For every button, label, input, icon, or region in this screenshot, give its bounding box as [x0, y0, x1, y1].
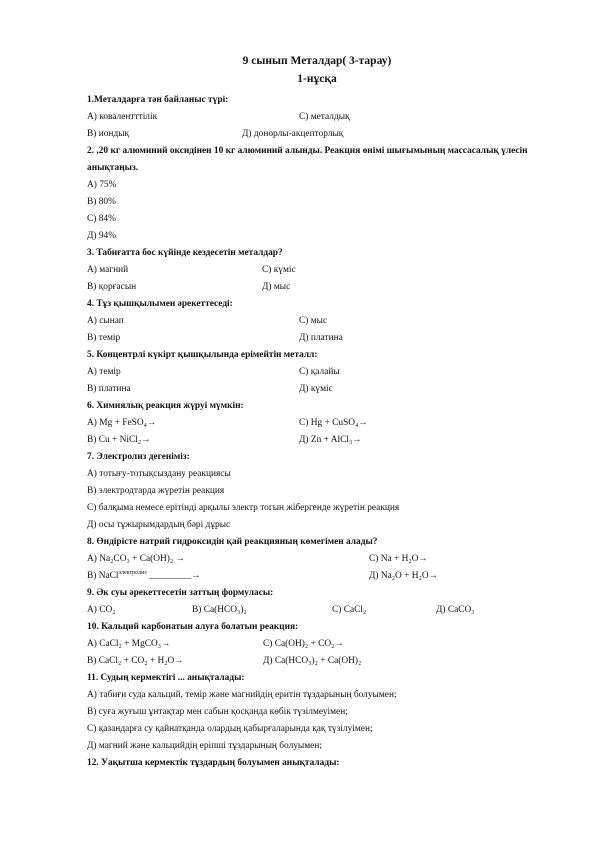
variant-heading: 1-нұсқа [297, 73, 337, 85]
option-c: С) Ca(OH)₂ + CO₂→ [263, 639, 344, 649]
options-row [87, 636, 547, 653]
options-row [87, 568, 547, 585]
question-12: 12. Уақытша кермектік тұздардың болуымен анықталады: [87, 758, 340, 768]
option-b: В) CaCl₂ + CO₂ + H₂O→ [87, 656, 184, 666]
option-b: В) платина [87, 384, 131, 394]
option-b: В) электродтарда жүретін реакция [87, 486, 225, 496]
option-c: С) Na + H₂O→ [369, 554, 428, 564]
option-c: С) металдық [299, 112, 350, 122]
option-a: А) тотығу-тотықсыздану реакциясы [87, 469, 231, 479]
option-b: В) иондық [87, 129, 130, 139]
options-row [87, 415, 547, 432]
options-row [87, 126, 547, 143]
page-title: 9 сынып Металдар( 3-тарау) [242, 55, 392, 67]
option-d: Д) CaCO₃ [436, 605, 475, 615]
option-a: А) темір [87, 367, 121, 377]
question-8: 8. Өндірісте натрий гидроксидін қай реакцияның көмегімен алады? [87, 537, 378, 547]
option-b: В) темір [87, 333, 121, 343]
option-b [87, 568, 369, 585]
options-row [87, 381, 547, 398]
option-c: С) Hg + CuSO₄→ [299, 418, 368, 428]
option-d: Д) осы тұжырымдардың бәрі дұрыс [87, 520, 231, 530]
option-d: Д) Ca(HCO₃)₂ + Ca(OH)₂ [263, 656, 362, 666]
option-d: Д) мыс [262, 282, 291, 292]
option-a: А) Na₂CO₃ + Ca(OH)₂ → [87, 554, 185, 564]
option-d: Д) күміс [299, 384, 333, 394]
option-a: А) магний [87, 265, 129, 275]
options-row [87, 279, 547, 296]
options-row [87, 551, 547, 568]
option-d: Д) 94% [87, 231, 117, 241]
question-10: 10. Кальций карбонатын алуға болатын реакция: [87, 622, 299, 632]
option-d: Д) магний және кальцийдің еріпшi тұздарының болуымен; [87, 741, 322, 751]
option-d: Д) Zn + AlCl₃→ [299, 435, 362, 445]
option-d: Д) Na₂O + H₂O→ [369, 571, 438, 581]
question-9: 9. Әк суы әрекеттесетін заттың формуласы: [87, 588, 274, 598]
option-d: Д) донорлы-акцепторлық [242, 129, 344, 139]
option-a: А) табиғи суда кальций, темір және магнийдің еритін тұздарының болуымен; [87, 690, 397, 700]
question-1: 1.Металдарға тән байланыс түрі: [87, 95, 229, 105]
question-7: 7. Электролиз дегеніміз: [87, 452, 190, 462]
option-c: С) CaCl₂ [332, 605, 367, 615]
options-row [87, 602, 547, 619]
option-a: А) сынап [87, 316, 124, 326]
question-2: 2. ,20 кг алюминий оксидінен 10 кг алюминий алынды. Реакция өнімі шығымының массасалық үлесін анықтаңыз. [87, 146, 528, 173]
options-row [87, 364, 547, 381]
options-row [87, 109, 547, 126]
option-c: С) қалайы [299, 367, 340, 377]
question-3: 3. Табиғатта бос күйінде кездесетін металдар? [87, 248, 283, 258]
question-4: 4. Тұз қышқылымен әрекеттеседі: [87, 299, 233, 309]
option-c: С) мыс [299, 316, 328, 326]
option-a: А) CaCl₂ + MgCO₃→ [87, 639, 171, 649]
question-6: 6. Химиялық реакция жүруі мүмкін: [87, 401, 244, 411]
options-row [87, 653, 547, 670]
option-b: В) суға жуғыш ұнтақтар мен сабын қосқанда көбік түзілмеуімен; [87, 707, 348, 717]
option-c: С) күміс [262, 265, 296, 275]
options-row [87, 313, 547, 330]
option-b-arrow: _________→ [149, 571, 201, 581]
option-b: В) 80% [87, 197, 116, 207]
option-a: А) CO₂ [87, 605, 116, 615]
option-b: В) Cu + NiCl₂→ [87, 435, 151, 445]
option-b: В) қорғасын [87, 282, 137, 292]
options-row [87, 330, 547, 347]
option-b-formula: В) NaCl [87, 571, 119, 581]
option-b: В) Ca(HCO₃)₂ [192, 605, 247, 615]
options-row [87, 432, 547, 449]
option-a: А) Mg + FeSO₄→ [87, 418, 157, 428]
options-row [87, 262, 547, 279]
option-c: С) 84% [87, 214, 116, 224]
option-a: А) 75% [87, 180, 117, 190]
question-5: 5. Концентрлі күкірт қышқылында ерімейтін металл: [87, 350, 318, 360]
worksheet-page [87, 52, 547, 772]
question-11: 11. Судың кермектігі ... анықталады: [87, 673, 245, 683]
option-a: А) ковалентттілік [87, 112, 158, 122]
option-d: Д) платина [299, 333, 343, 343]
option-c: С) балқыма немесе ерітінді арқылы электр тогын жібергенде жүретін реакция [87, 503, 400, 513]
electrolysis-label: электролиз [118, 569, 147, 576]
option-c: С) қазандарға су қайнатқанда олардың қабырғаларында қақ түзілуімен; [87, 724, 373, 734]
